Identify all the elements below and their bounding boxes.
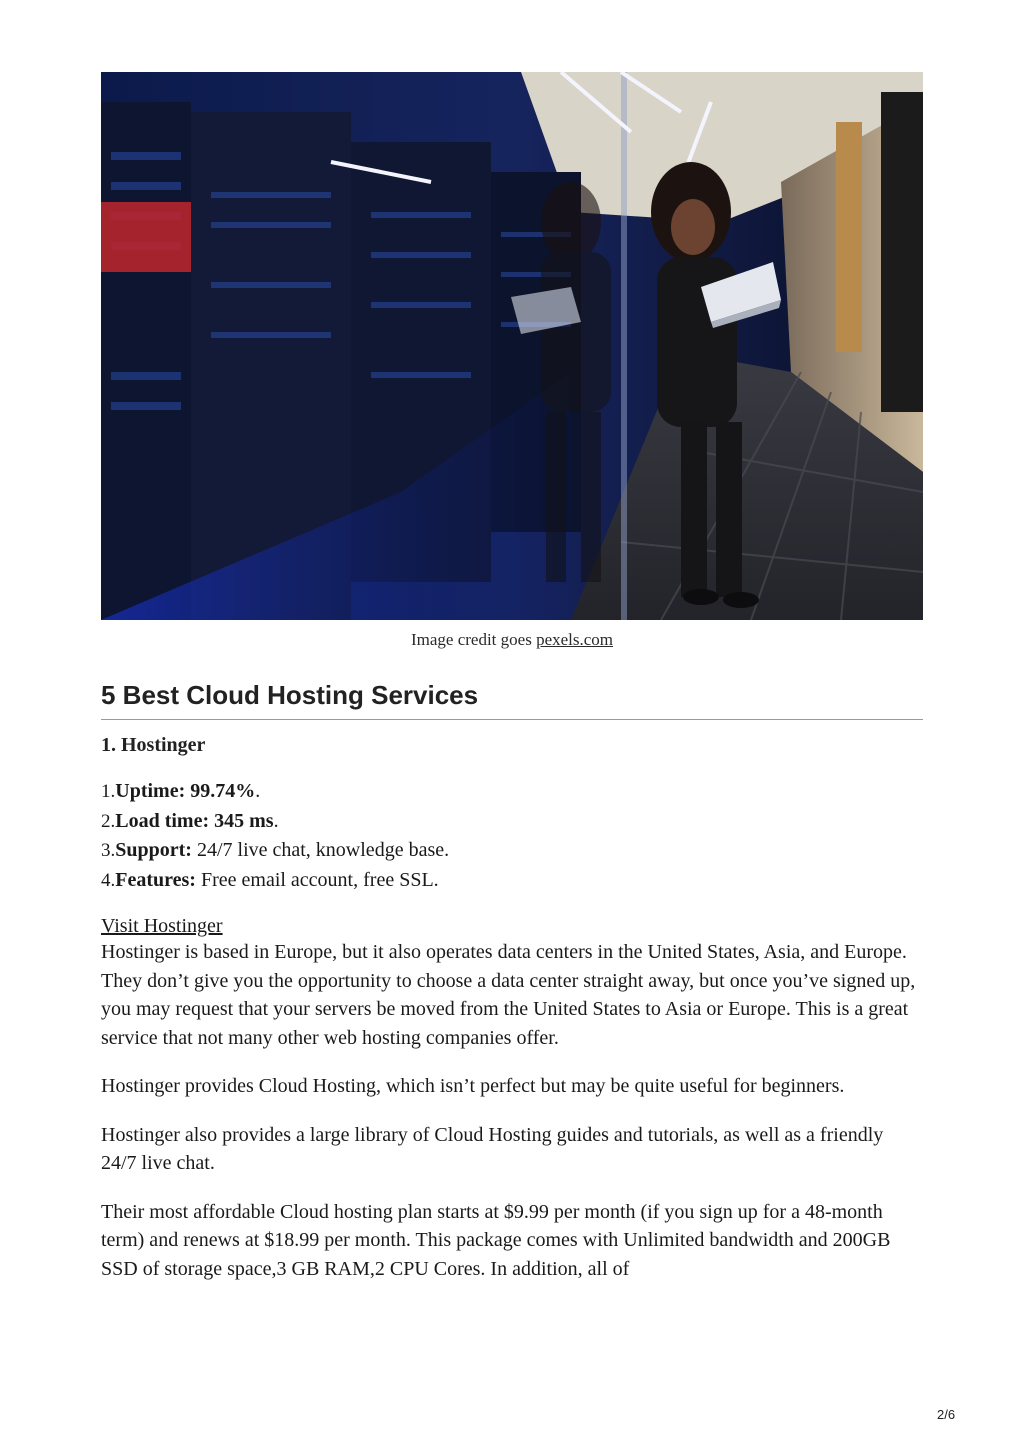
spec-label: Features: [115, 868, 196, 891]
spec-label: Load time: 345 ms [115, 809, 274, 832]
hero-photo [101, 72, 923, 620]
spec-label: Support: [115, 839, 192, 861]
list-item [101, 777, 923, 807]
list-number: 3. [101, 840, 116, 861]
list-item [101, 866, 923, 896]
spec-list [101, 777, 923, 895]
spec-label: Uptime: 99.74% [115, 780, 256, 802]
spec-value: 24/7 live chat, knowledge base. [191, 839, 450, 861]
visit-hostinger-link[interactable]: Visit Hostinger [101, 915, 223, 937]
page-number: 2/6 [937, 1407, 956, 1422]
caption-prefix: Image credit goes [410, 630, 537, 649]
paragraph: Hostinger also provides a large library of Cloud Hosting guides and tutorials, as well as a friendly 24/7 live chat. [101, 1123, 884, 1174]
paragraph: Hostinger provides Cloud Hosting, which isn’t perfect but may be quite useful for beginners. [101, 1075, 845, 1097]
spec-value: . [255, 780, 261, 802]
spec-value: Free email account, free SSL. [195, 868, 439, 891]
list-number: 2. [101, 810, 116, 832]
paragraph: Their most affordable Cloud hosting plan starts at $9.99 per month (if you sign up for a 48-month term) and renews at $18.99 per month. This package comes with Unlimited bandwidth and 200GB SSD of storage space,3 GB RAM,2 CPU Cores. In addition, all of [101, 1200, 891, 1280]
list-item [101, 836, 923, 866]
document-page [101, 72, 923, 1283]
section-heading: 5 Best Cloud Hosting Services [101, 680, 923, 720]
list-number: 4. [101, 869, 116, 891]
paragraph: Hostinger is based in Europe, but it also operates data centers in the United States, Asia, and Europe. They don’t give you the opportunity to choose a data center straight away, but once you’ve signed up, you may request that your servers be moved from the United States to Asia or Europe. This is a great service that not many other web hosting companies offer. [101, 941, 916, 1049]
list-item [101, 807, 923, 837]
image-caption [101, 630, 923, 650]
pexels-link[interactable]: pexels.com [536, 630, 614, 649]
spec-value: . [273, 809, 279, 832]
subsection-heading: 1. Hostinger [101, 734, 206, 756]
list-number: 1. [101, 781, 116, 802]
